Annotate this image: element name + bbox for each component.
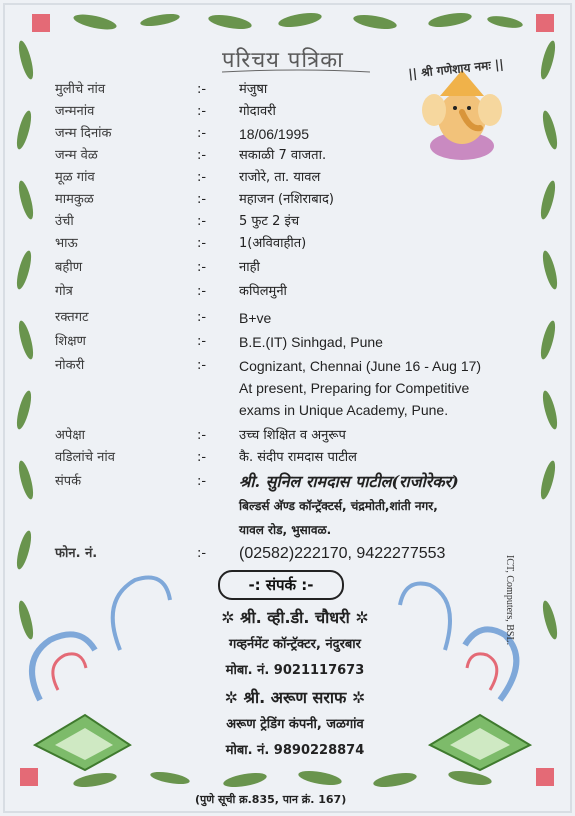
detail-sep: :-	[197, 450, 207, 465]
blessing-text: || श्री गणेशाय नमः ||	[407, 57, 505, 81]
leaf-border-bottom	[72, 768, 492, 789]
detail-sep: :-	[197, 334, 207, 349]
detail-label: मुलीचे नांव	[55, 82, 106, 97]
contact-2-line: अरूण ट्रेडिंग कंपनी, जळगांव	[226, 717, 364, 732]
detail-value: B.E.(IT) Sinhgad, Pune	[239, 334, 383, 350]
detail-label: गोत्र	[55, 284, 73, 299]
detail-label: उंची	[55, 214, 74, 229]
job-line-1: Cognizant, Chennai (June 16 - Aug 17)	[239, 358, 482, 374]
detail-label: नोकरी	[55, 358, 85, 373]
phone-value: (02582)222170, 9422277553	[239, 545, 446, 562]
contact-1-name: ✲ श्री. व्ही.डी. चौधरी ✲	[221, 608, 369, 627]
leaf-border-left	[14, 39, 36, 640]
detail-label: शिक्षण	[55, 334, 86, 349]
detail-sep: :-	[197, 192, 207, 207]
leaf-border-top	[72, 10, 523, 32]
detail-sep: :-	[197, 546, 207, 561]
detail-sep: :-	[197, 104, 207, 119]
corner-square-tr	[536, 14, 554, 32]
detail-value: कपिलमुनी	[239, 284, 287, 299]
contact-address-line-2: यावल रोड, भुसावळ.	[239, 523, 332, 537]
contact-2-name: ✲ श्री. अरूण सराफ ✲	[224, 688, 366, 707]
detail-label: मामकुळ	[55, 192, 94, 207]
detail-value: B+ve	[239, 310, 272, 326]
contact-1-mobile: मोबा. नं. 9021117673	[225, 663, 365, 678]
detail-sep: :-	[197, 170, 207, 185]
detail-sep: :-	[197, 214, 207, 229]
contact-heading: -: संपर्क :-	[218, 570, 344, 600]
detail-label: रक्तगट	[55, 310, 89, 325]
detail-sep: :-	[197, 82, 207, 97]
detail-value: गोदावरी	[239, 104, 276, 119]
printer-credit: ICT, Computers, BSL.	[504, 555, 515, 646]
detail-value: नाही	[239, 260, 260, 275]
detail-value: 5 फुट 2 इंच	[239, 214, 300, 229]
contact-2-mobile: मोबा. नं. 9890228874	[225, 743, 365, 758]
detail-value: महाजन (नशिराबाद)	[239, 192, 334, 207]
detail-label: बहीण	[55, 260, 83, 275]
detail-sep: :-	[197, 428, 207, 443]
detail-value: मंजुषा	[239, 82, 268, 97]
corner-square-bl	[20, 768, 38, 786]
contact-1-line: गव्हर्नमेंट कॉन्ट्रॅक्टर, नंदुरबार	[229, 637, 361, 652]
contact-person-name: श्री. सुनिल रामदास पाटील(राजोरेकर)	[239, 472, 459, 491]
corner-square-tl	[32, 14, 50, 32]
page-title: परिचय पत्रिका	[222, 48, 344, 73]
detail-sep: :-	[197, 474, 207, 489]
detail-sep: :-	[197, 126, 207, 141]
detail-value: कै. संदीप रामदास पाटील	[239, 450, 357, 465]
detail-label: वडिलांचे नांव	[55, 450, 115, 465]
job-line-3: exams in Unique Academy, Pune.	[239, 402, 449, 418]
detail-sep: :-	[197, 236, 207, 251]
contact-address-line-1: बिल्डर्स अ‍ॅण्ड कॉन्ट्रॅक्टर्स, चंद्रमोती,शांती नगर,	[239, 499, 438, 513]
detail-value: उच्च शिक्षित व अनुरूप	[239, 428, 346, 443]
detail-sep: :-	[197, 310, 207, 325]
detail-label: फोन. नं.	[55, 546, 98, 561]
detail-value: सकाळी 7 वाजता.	[239, 148, 327, 163]
detail-value: राजोरे, ता. यावल	[239, 170, 321, 185]
detail-label: अपेक्षा	[55, 428, 86, 443]
detail-label: जन्म वेळ	[55, 148, 98, 163]
detail-label: जन्मनांव	[55, 104, 95, 119]
detail-label: मूळ गांव	[55, 170, 95, 185]
job-line-2: At present, Preparing for Competitive	[239, 380, 470, 396]
detail-label: संपर्क	[55, 474, 82, 489]
detail-sep: :-	[197, 284, 207, 299]
detail-label: जन्म दिनांक	[55, 126, 112, 141]
footer-note: (पुणे सूची क्र.835, पान क्रं. 167)	[195, 793, 347, 806]
detail-sep: :-	[197, 358, 207, 373]
detail-value: 18/06/1995	[239, 126, 310, 142]
corner-square-br	[536, 768, 554, 786]
detail-value: 1(अविवाहीत)	[239, 236, 307, 251]
detail-sep: :-	[197, 260, 207, 275]
detail-label: भाऊ	[55, 236, 78, 251]
detail-sep: :-	[197, 148, 207, 163]
